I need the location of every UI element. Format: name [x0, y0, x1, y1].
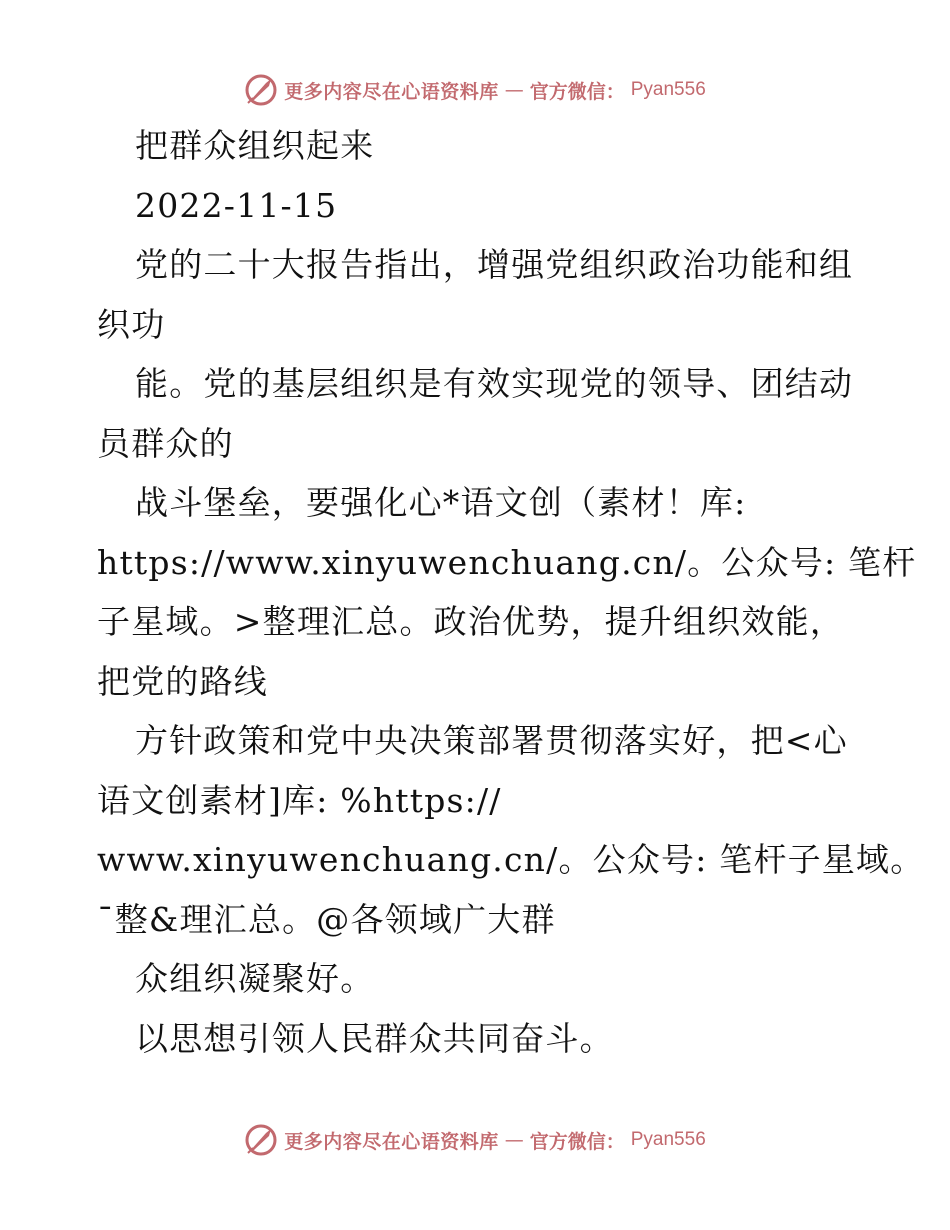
footer-wechat-label: 官方微信：	[529, 1130, 625, 1153]
quill-pen-logo-icon	[244, 73, 278, 107]
document-line: 以思想引领人民群众共同奋斗。	[135, 1018, 614, 1058]
document-line: 把党的路线	[97, 661, 268, 701]
quill-pen-logo-icon	[244, 1123, 278, 1157]
document-line: 众组织凝聚好。	[135, 959, 375, 998]
footer-wechat-handle: Pyan556	[630, 1129, 706, 1150]
document-line: www.xinyuwenchuang.cn/。公众号: 笔杆子星域。	[97, 840, 925, 879]
document-line: https://www.xinyuwenchuang.cn/。公众号: 笔杆	[97, 542, 917, 582]
document-line: 子星域。>整理汇总。政治优势，提升组织效能，	[97, 602, 845, 641]
document-date: 2022-11-15	[135, 185, 338, 225]
header-banner-separator: —	[504, 79, 524, 101]
footer-banner-separator: —	[504, 1129, 524, 1151]
document-line: 方针政策和党中央决策部署贯彻落实好，把<心	[135, 721, 848, 760]
header-wechat-label: 官方微信：	[529, 80, 625, 103]
document-line: 织功	[97, 304, 166, 344]
document-line: 能。党的基层组织是有效实现党的领导、团结动	[135, 364, 854, 403]
header-banner-text: 更多内容尽在心语资料库	[284, 80, 499, 103]
document-line: ¯整&理汇总。@各领域广大群	[97, 899, 556, 939]
document-title: 把群众组织起来	[135, 126, 375, 165]
header-wechat-handle: Pyan556	[630, 79, 706, 100]
page-footer-banner	[0, 1120, 950, 1160]
document-line: 员群众的	[97, 423, 234, 463]
document-body	[97, 116, 925, 1068]
document-line: 党的二十大报告指出，增强党组织政治功能和组	[135, 245, 854, 284]
document-line: 战斗堡垒，要强化心*语文创（素材！库:	[135, 483, 747, 522]
document-line: 语文创素材]库: %https://	[97, 780, 502, 820]
footer-banner-text: 更多内容尽在心语资料库	[284, 1130, 499, 1153]
page-header-banner	[0, 70, 950, 110]
